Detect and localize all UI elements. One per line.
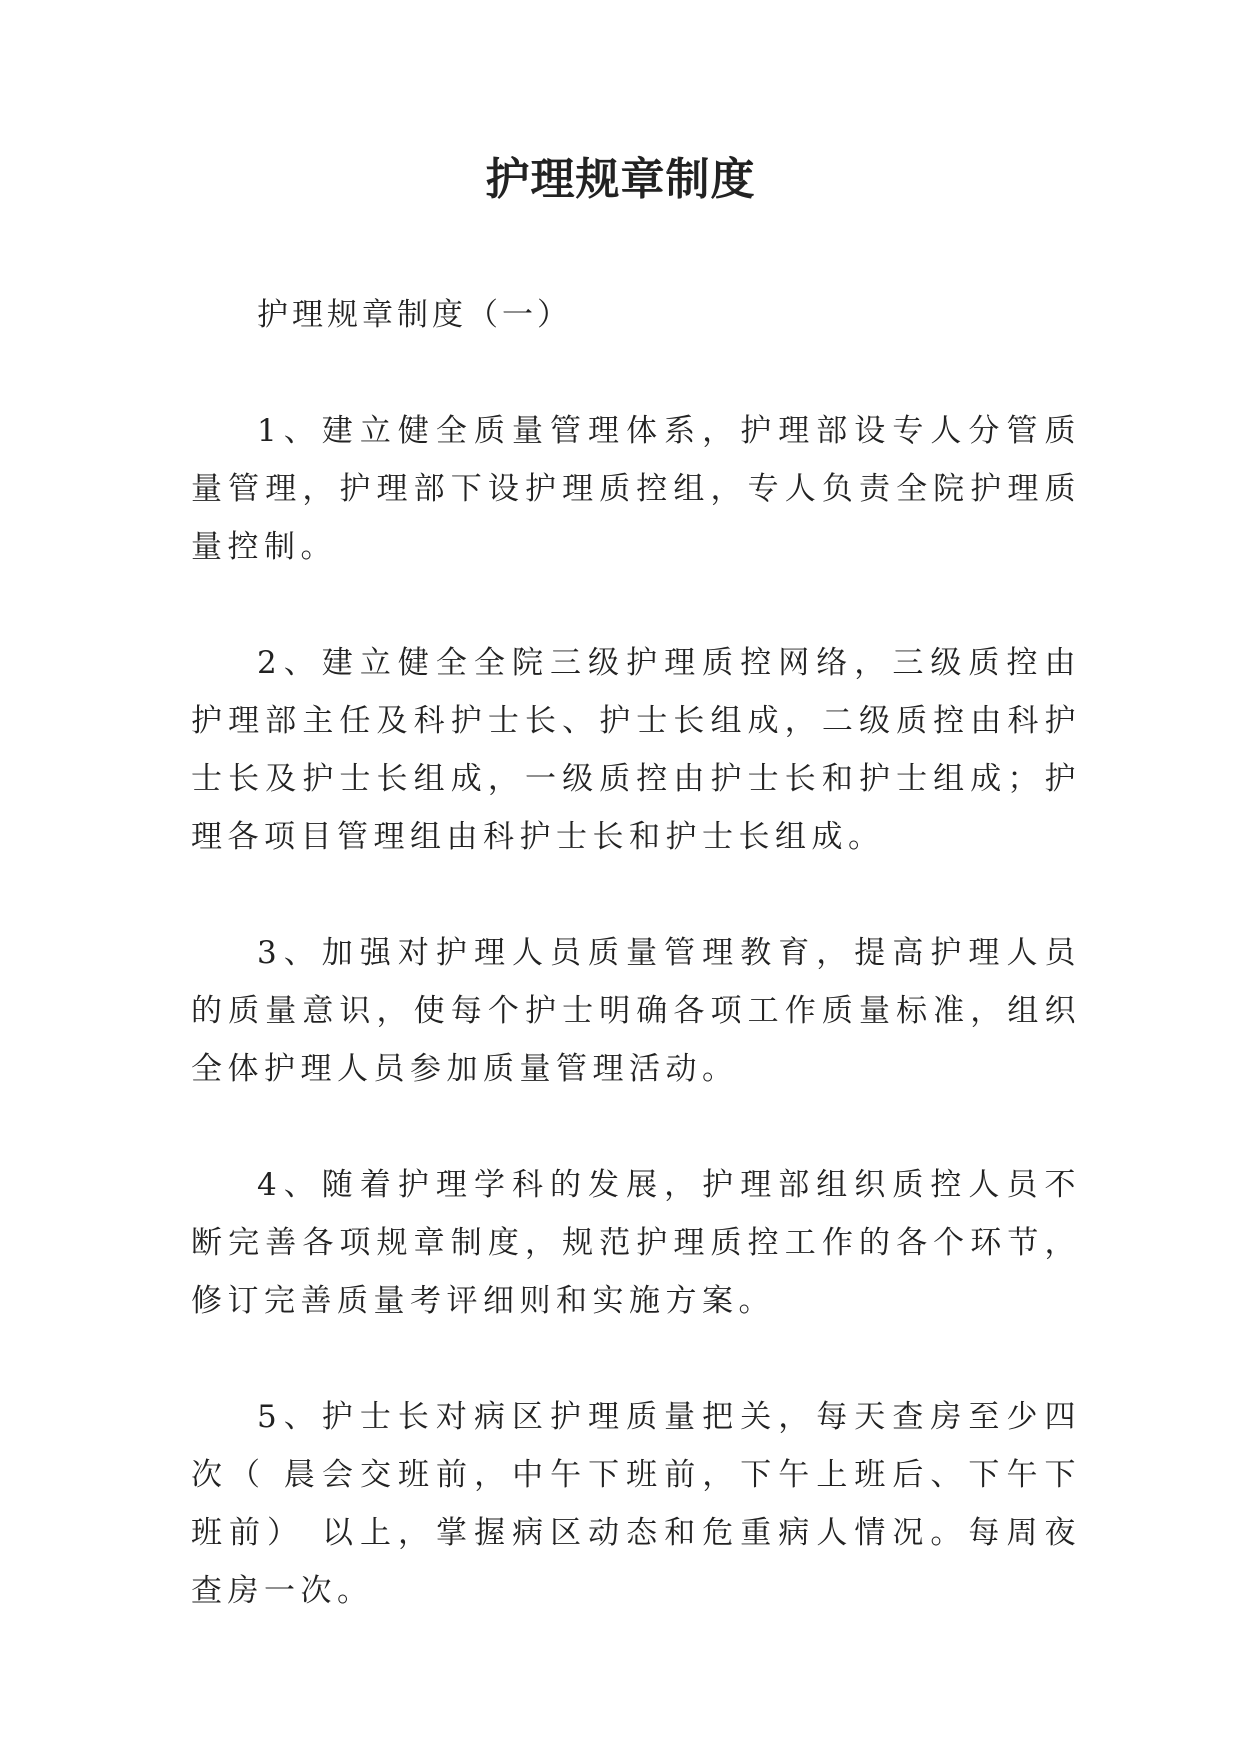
document-title: 护理规章制度 xyxy=(485,154,756,205)
paragraph-1: 1、建立健全质量管理体系，护理部设专人分管质量管理，护理部下设护理质控组，专人负责全院护理质量控制。 xyxy=(191,413,1081,565)
section-subtitle: 护理规章制度（一） xyxy=(257,297,572,333)
paragraph-3: 3、加强对护理人员质量管理教育，提高护理人员的质量意识，使每个护士明确各项工作质量标准，组织全体护理人员参加质量管理活动。 xyxy=(191,935,1081,1087)
document-body xyxy=(191,286,1081,1620)
paragraph-5: 5、护士长对病区护理质量把关，每天查房至少四次（ 晨会交班前，中午下班前，下午上班后、下午下班前） 以上，掌握病区动态和危重病人情况。每周夜查房一次。 xyxy=(191,1399,1081,1609)
paragraph-4: 4、随着护理学科的发展，护理部组织质控人员不断完善各项规章制度，规范护理质控工作的各个环节，修订完善质量考评细则和实施方案。 xyxy=(191,1167,1081,1319)
paragraph-2: 2、建立健全全院三级护理质控网络，三级质控由护理部主任及科护士长、护士长组成，二级质控由科护士长及护士长组成，一级质控由护士长和护士组成；护理各项目管理组由科护士长和护士长组成。 xyxy=(191,645,1081,855)
